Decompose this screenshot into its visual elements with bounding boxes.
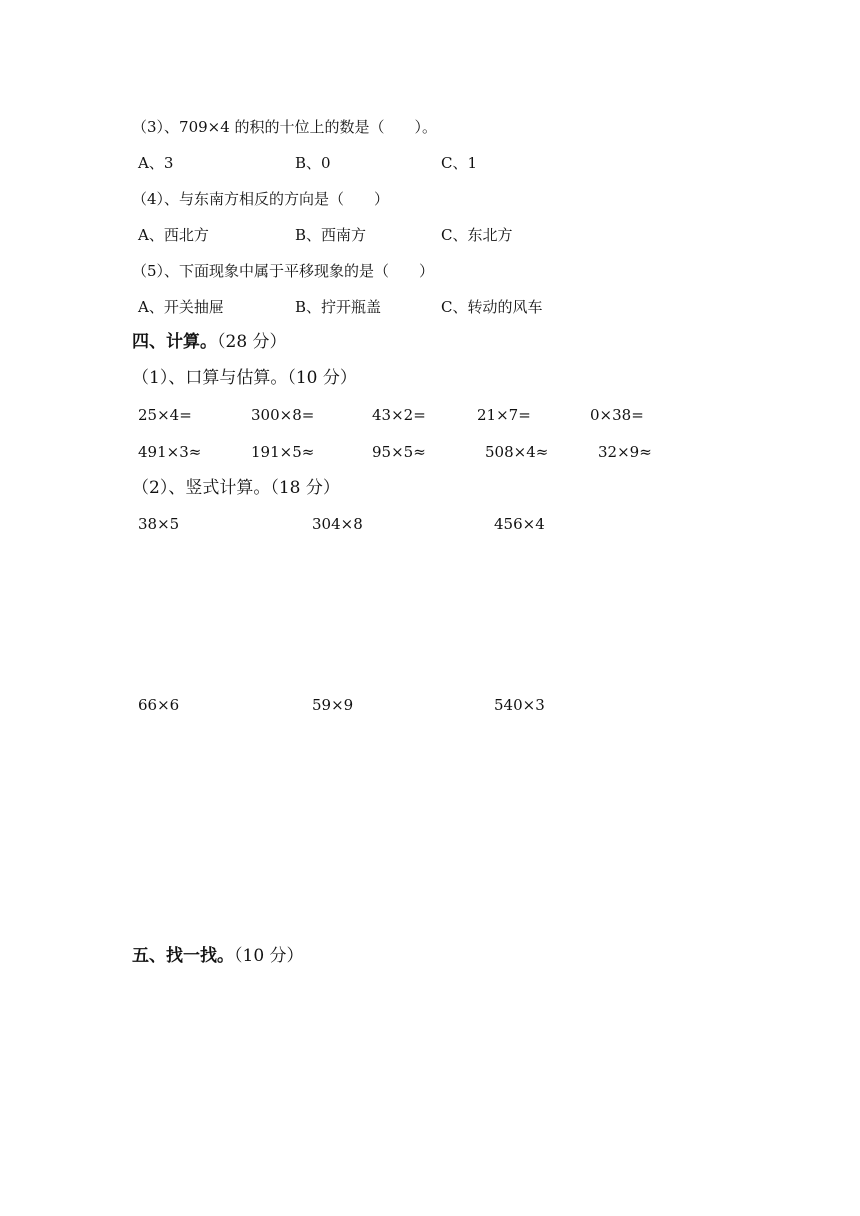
- question-5: （5）、下面现象中属于平移现象的是（ ）: [132, 262, 435, 280]
- q3-option-b: B、0: [295, 154, 331, 172]
- oral-calc-item: 25×4=: [138, 406, 192, 424]
- vertical-calc-item: 38×5: [138, 515, 180, 533]
- section-5-title: 五、找一找。: [132, 946, 234, 966]
- estimate-item: 95×5≈: [372, 443, 426, 461]
- q3-option-c: C、1: [441, 154, 478, 172]
- oral-calc-item: 300×8=: [251, 406, 315, 424]
- section-4-title: 四、计算。: [132, 332, 217, 352]
- question-3: （3）、709×4 的积的十位上的数是（ ）。: [132, 118, 438, 136]
- oral-calc-item: 21×7=: [477, 406, 531, 424]
- section-5-points: （10 分）: [234, 946, 304, 966]
- part-1-title: （1）、口算与估算。（10 分）: [132, 368, 357, 388]
- oral-calc-item: 0×38=: [590, 406, 644, 424]
- estimate-item: 32×9≈: [598, 443, 652, 461]
- vertical-calc-item: 66×6: [138, 696, 180, 714]
- q5-option-c: C、转动的风车: [441, 298, 543, 316]
- section-5-heading: [132, 945, 304, 967]
- part-2-title: （2）、竖式计算。（18 分）: [132, 478, 340, 498]
- estimate-item: 191×5≈: [251, 443, 315, 461]
- q3-option-a: A、3: [138, 154, 174, 172]
- vertical-calc-item: 304×8: [312, 515, 363, 533]
- estimate-item: 508×4≈: [485, 443, 549, 461]
- vertical-calc-item: 59×9: [312, 696, 354, 714]
- section-4-points: （28 分）: [217, 332, 287, 352]
- oral-calc-item: 43×2=: [372, 406, 426, 424]
- section-4-heading: [132, 331, 287, 353]
- vertical-calc-item: 456×4: [494, 515, 545, 533]
- vertical-calc-item: 540×3: [494, 696, 545, 714]
- q4-option-c: C、东北方: [441, 226, 513, 244]
- q4-option-a: A、西北方: [138, 226, 209, 244]
- q5-option-a: A、开关抽屉: [138, 298, 224, 316]
- q4-option-b: B、西南方: [295, 226, 367, 244]
- q5-option-b: B、拧开瓶盖: [295, 298, 382, 316]
- estimate-item: 491×3≈: [138, 443, 202, 461]
- question-4: （4）、与东南方相反的方向是（ ）: [132, 190, 390, 208]
